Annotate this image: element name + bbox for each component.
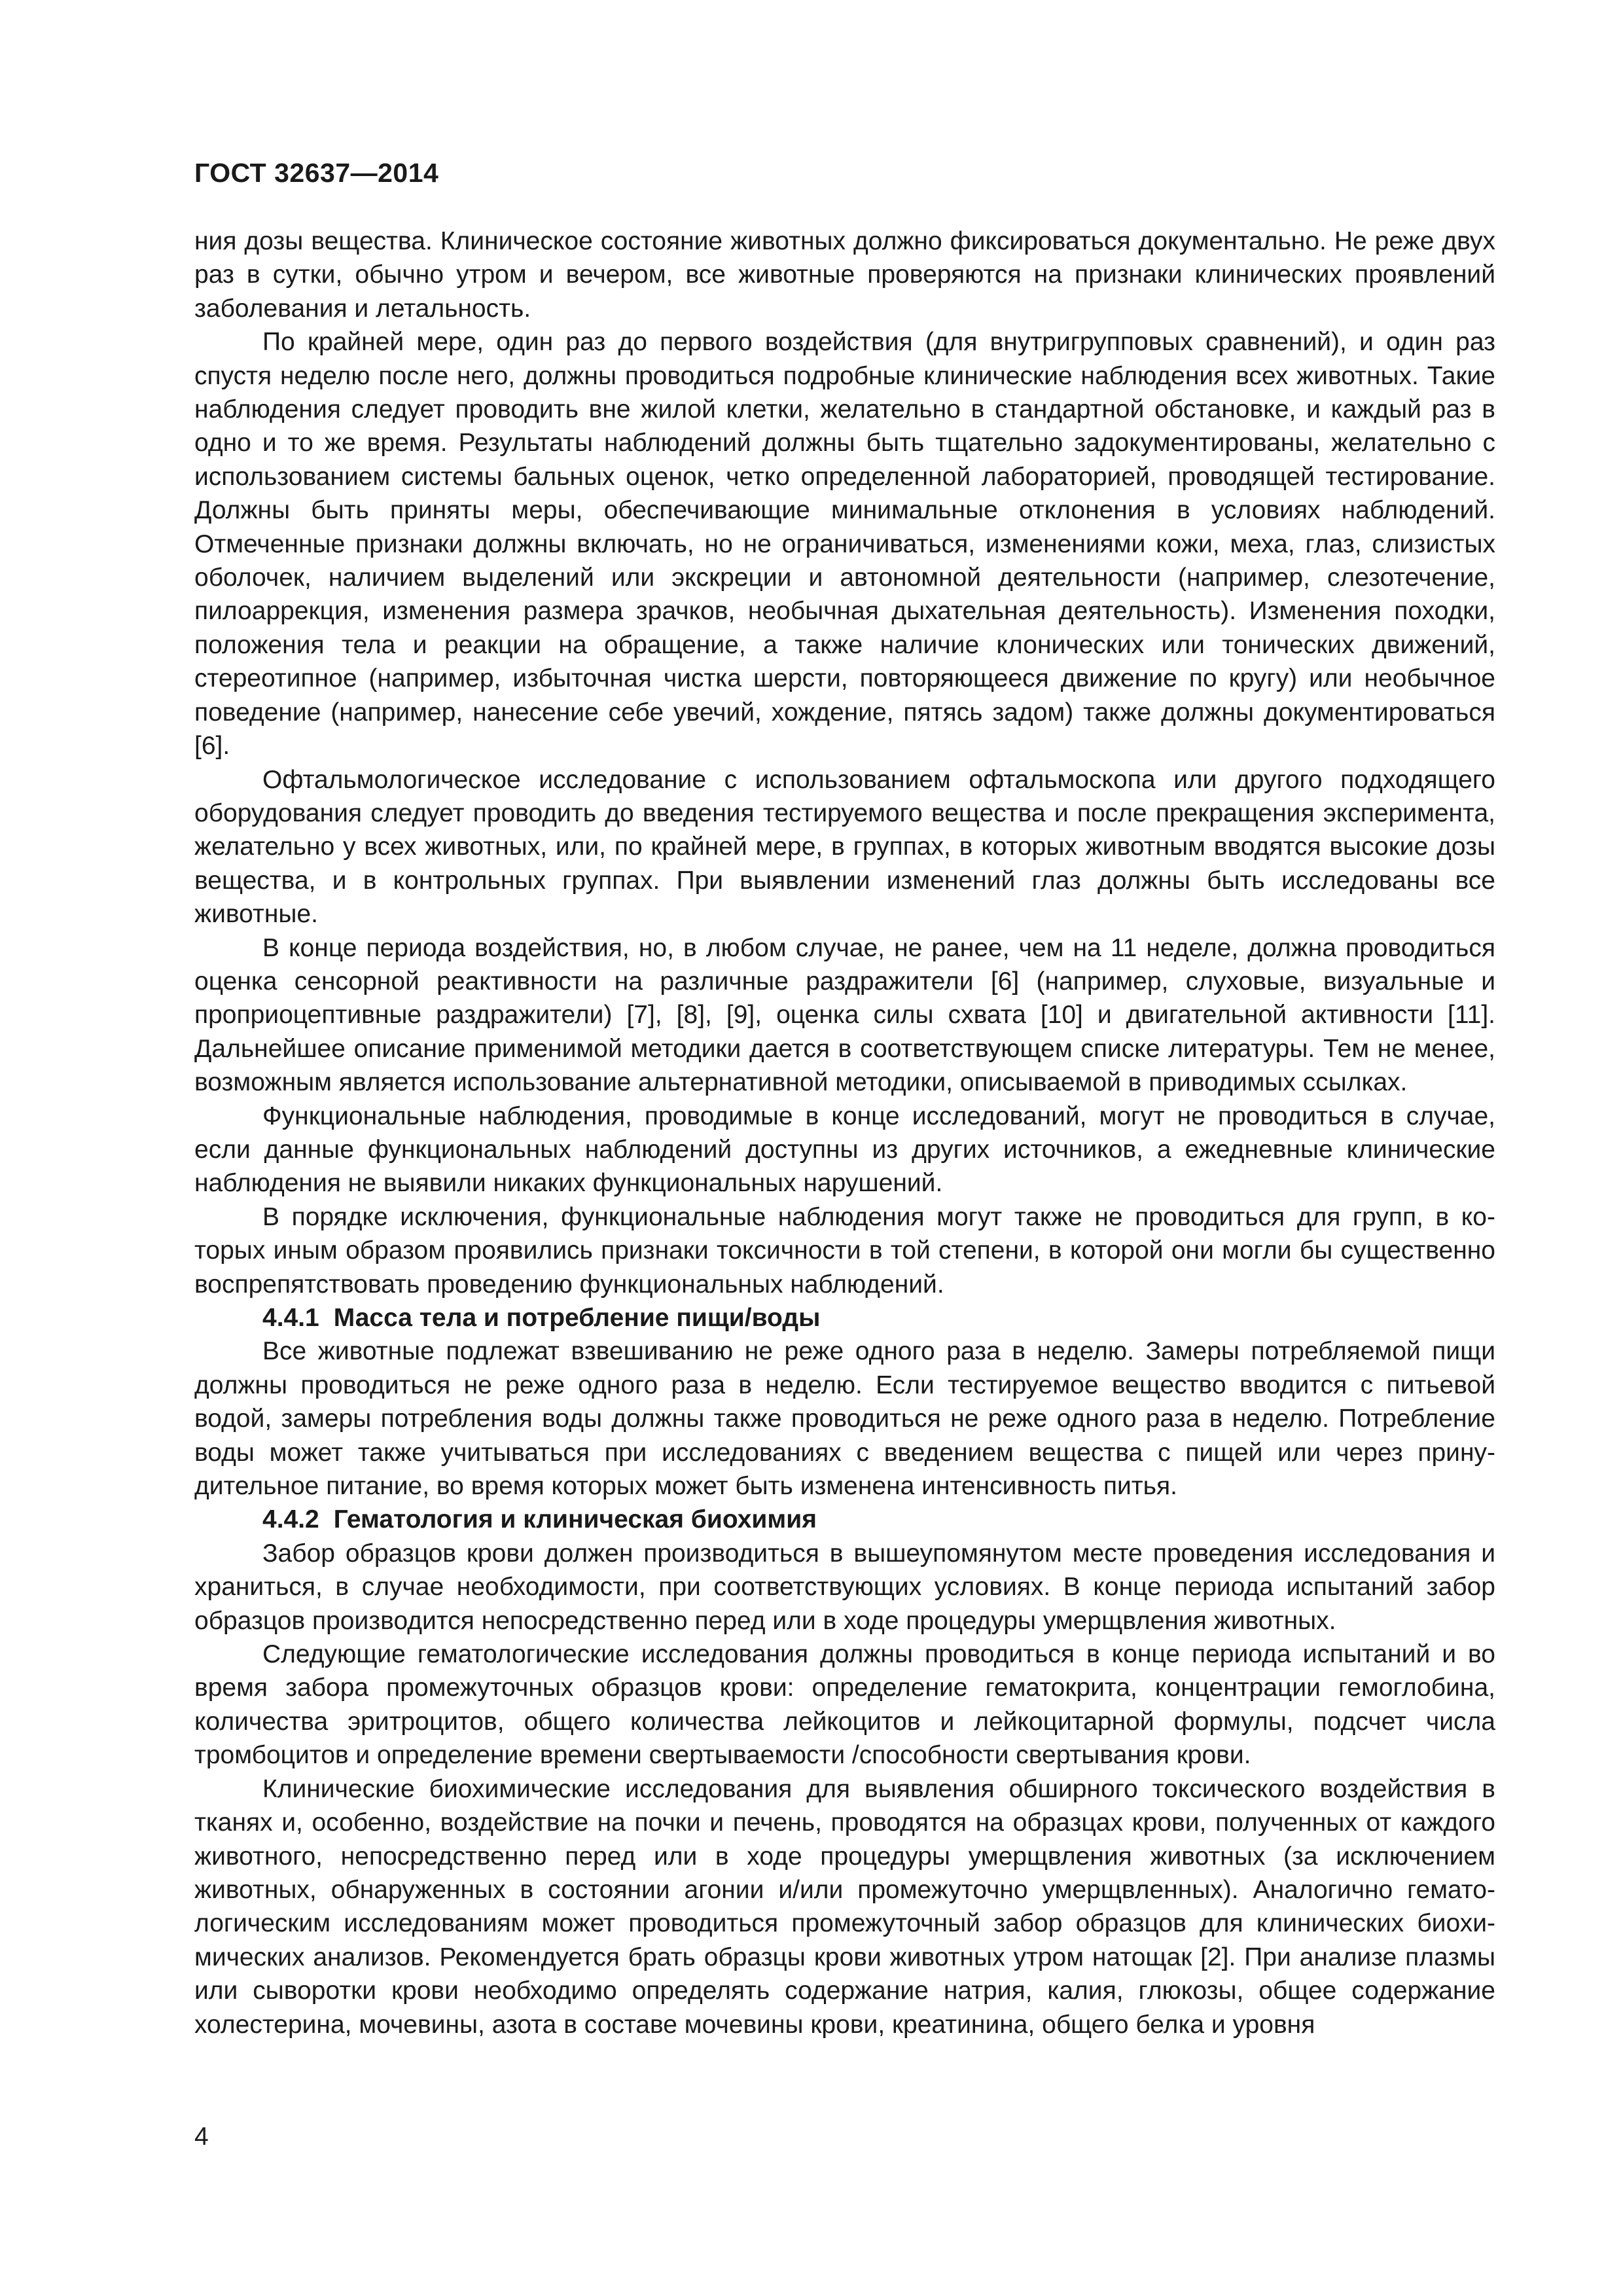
page-number: 4: [194, 2123, 209, 2151]
paragraph: Все животные подлежат взвешиванию не реже одного раза в неделю. Замеры потребляемой пищи должны проводиться не реже одного раза в неделю. Если тестируемое вещество вводится с питьевой водой, замеры потребления воды должны также проводиться не реже одного раза в неделю. Потребление воды может также учитываться при исследованиях с введением вещества с пищей или через принудительное питание, во время которых может быть изменена интенсивность питья.: [194, 1337, 1495, 1501]
section-number: 4.4.1: [262, 1304, 319, 1332]
paragraph: Клинические биохимические исследования для выявления обширного токсического воздействия в тканях и, особенно, воздействие на почки и печень, проводятся на образцах крови, полученных от каждого животного, непосредственно перед или в ходе процедуры умерщвления животных (за исключением животных, обнаруженных в состоянии агонии и/или промежуточно умерщвленных). Аналогично гематологическим исследованиям может проводиться промежуточный забор образцов для клинических биохимических анализов. Рекомендуется брать образцы крови животных утром натощак [2]. При анализе плазмы или сыворотки крови необходимо определять содержание натрия, калия, глюкозы, общее содержание холестерина, мочевины, азота в составе мочевины крови, креатинина, общего белка и уровня: [194, 1774, 1495, 2039]
section-title: Масса тела и потребление пищи/воды: [333, 1304, 821, 1332]
paragraph: Функциональные наблюдения, проводимые в конце исследований, могут не проводиться в случае, если данные функциональных наблюдений доступны из других источников, а ежедневные клинические наблюдения не выявили никаких функциональных нарушений.: [194, 1102, 1495, 1198]
document-header: ГОСТ 32637—2014: [194, 158, 439, 188]
section-title: Гематология и клиническая биохимия: [333, 1505, 817, 1534]
paragraph: В конце периода воздействия, но, в любом случае, не ранее, чем на 11 неделе, должна проводиться оценка сенсорной реактивности на различные раздражители [6] (например, слуховые, визуальные и проприоцептивные раздражители) [7], [8], [9], оценка силы схвата [10] и двигательной активности [11]. Дальнейшее описание применимой методики дается в соответствующем списке литературы. Тем не менее, возможным является использование альтернативной методики, описываемой в приводимых ссылках.: [194, 933, 1495, 1097]
paragraph: По крайней мере, один раз до первого воздействия (для внутригрупповых сравнений), и один раз спустя неделю после него, должны проводиться подробные клинические наблюдения всех животных. Такие наблюдения следует проводить вне жилой клетки, желательно в стандартной обстановке, и каждый раз в одно и то же время. Результаты наблюдений должны быть тщательно задокументированы, желательно с использованием системы бальных оценок, четко определенной лабораторией, проводящей тестирование. Должны быть приняты меры, обеспечивающие минимальные отклонения в условиях наблюдений. Отмеченные признаки должны включать, но не ограничиваться, изменениями кожи, меха, глаз, слизистых оболочек, наличием выделений или экскреции и автономной деятельности (например, слезотечение, пилоаррекция, изменения размера зрачков, необычная дыхательная деятельность). Изменения походки, положения тела и реакции на обращение, а также наличие клонических или тонических движений, стереотипное (например, избыточная чистка шерсти, повторяющееся движение по кругу) или необычное поведение (например, нанесение себе увечий, хождение, пятясь задом) также должны документироваться [6].: [194, 328, 1495, 761]
paragraph: ния дозы вещества. Клиническое состояние животных должно фиксироваться документально. Не реже двух раз в сутки, обычно утром и вечером, все животные проверяются на признаки клинических проявлений заболевания и летальность.: [194, 227, 1495, 323]
section-number: 4.4.2: [262, 1505, 319, 1534]
document-body: [194, 224, 1495, 2041]
paragraph: В порядке исключения, функциональные наблюдения могут также не проводиться для групп, в которых иным образом проявились признаки токсичности в той степени, в которой они могли бы существенно воспрепятствовать проведению функциональных наблюдений.: [194, 1202, 1495, 1299]
paragraph: Следующие гематологические исследования должны проводиться в конце периода испытаний и во время забора промежуточных образцов крови: определение гематокрита, концентрации гемоглобина, количества эритроцитов, общего количества лейкоцитов и лейкоцитарной формулы, подсчет числа тромбоцитов и определение времени свертываемости /способности свертывания крови.: [194, 1640, 1495, 1770]
paragraph: Забор образцов крови должен производиться в вышеупомянутом месте проведения исследования и храниться, в случае необходимости, при соответствующих условиях. В конце периода испытаний забор образцов производится непосредственно перед или в ходе процедуры умерщвления животных.: [194, 1539, 1495, 1635]
paragraph: Офтальмологическое исследование с использованием офтальмоскопа или другого подходящего оборудования следует проводить до введения тестируемого вещества и после прекращения эксперимента, желательно у всех животных, или, по крайней мере, в группах, в которых животным вводятся высокие дозы вещества, и в контрольных группах. При выявлении изменений глаз должны быть исследованы все животные.: [194, 765, 1495, 929]
section-heading-4-4-2: [194, 1503, 1495, 1536]
section-heading-4-4-1: [194, 1301, 1495, 1335]
